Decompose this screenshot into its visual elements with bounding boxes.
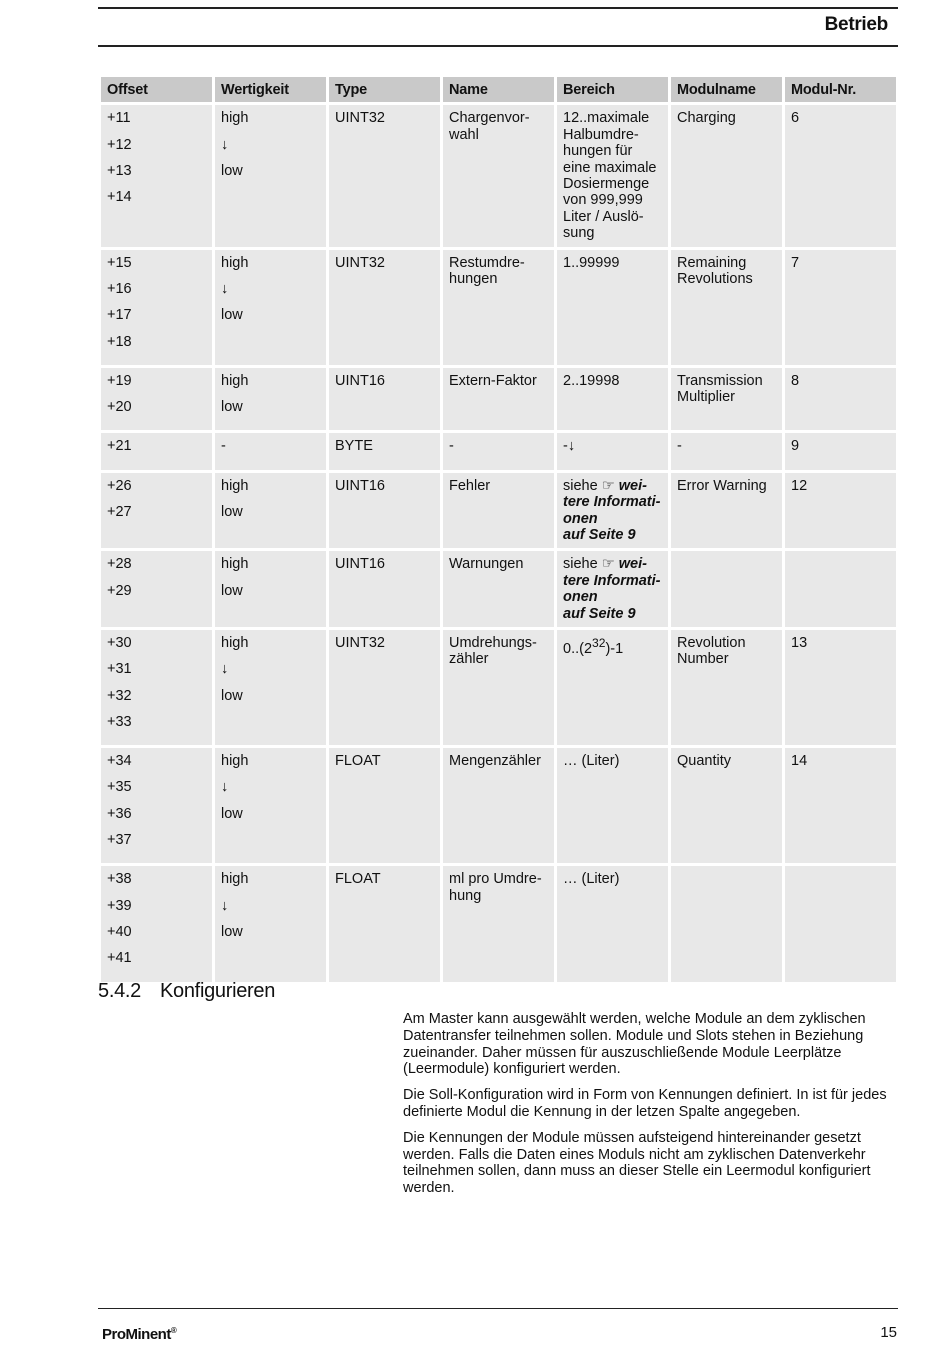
table-row: [101, 551, 896, 627]
name-cell: ml pro Umdre- hung: [443, 866, 554, 981]
weight-cell: high ↓ low: [215, 866, 326, 981]
module-name-cell: Transmission Multiplier: [671, 368, 782, 431]
table-row: [101, 473, 896, 549]
name-cell: -: [443, 433, 554, 469]
name-cell: Chargenvor- wahl: [443, 105, 554, 246]
range-cell: 2..19998: [557, 368, 668, 431]
module-number-cell: 9: [785, 433, 896, 469]
weight-cell: high low: [215, 368, 326, 431]
module-name-cell: -: [671, 433, 782, 469]
weight-cell: high ↓ low: [215, 630, 326, 745]
module-number-cell: 6: [785, 105, 896, 246]
name-cell: Mengenzähler: [443, 748, 554, 863]
module-number-cell: 7: [785, 250, 896, 365]
table-body: [101, 105, 896, 981]
offset-cell: +15 +16 +17 +18: [101, 250, 212, 365]
module-name-cell: Quantity: [671, 748, 782, 863]
page-number: 15: [880, 1324, 897, 1341]
table-row: [101, 105, 896, 246]
offset-cell: +28 +29: [101, 551, 212, 627]
table-row: [101, 433, 896, 469]
type-cell: UINT32: [329, 105, 440, 246]
column-header: Name: [443, 77, 554, 102]
table-row: [101, 250, 896, 365]
name-cell: Fehler: [443, 473, 554, 549]
section-heading: [98, 980, 275, 1003]
type-cell: UINT32: [329, 250, 440, 365]
module-number-cell: 14: [785, 748, 896, 863]
module-name-cell: Remaining Revolutions: [671, 250, 782, 365]
weight-cell: high ↓ low: [215, 748, 326, 863]
name-cell: Restumdre- hungen: [443, 250, 554, 365]
weight-cell: -: [215, 433, 326, 469]
offset-cell: +26 +27: [101, 473, 212, 549]
module-number-cell: 13: [785, 630, 896, 745]
register-table: [98, 74, 899, 985]
column-header: Modul-Nr.: [785, 77, 896, 102]
column-header: Offset: [101, 77, 212, 102]
range-cell: siehe ☞ wei- tere Informati- onen auf Seite 9: [557, 473, 668, 549]
footer-rule: [98, 1308, 898, 1309]
module-number-cell: 8: [785, 368, 896, 431]
top-rule: [98, 7, 898, 9]
column-header: Bereich: [557, 77, 668, 102]
range-cell: siehe ☞ wei- tere Informati- onen auf Seite 9: [557, 551, 668, 627]
name-cell: Umdrehungs- zähler: [443, 630, 554, 745]
range-cell: -↓: [557, 433, 668, 469]
logo-mark: ®: [170, 1326, 177, 1335]
section-title: Konfigurieren: [160, 980, 276, 1002]
type-cell: FLOAT: [329, 748, 440, 863]
type-cell: FLOAT: [329, 866, 440, 981]
table-row: [101, 368, 896, 431]
range-cell: $0..(2^{32})-1$: [557, 630, 668, 745]
weight-cell: high ↓ low: [215, 250, 326, 365]
table-row: [101, 866, 896, 981]
type-cell: UINT16: [329, 368, 440, 431]
range-cell: 1..99999: [557, 250, 668, 365]
column-header: Modulname: [671, 77, 782, 102]
section-header: Betrieb: [824, 14, 888, 35]
paragraph: Die Kennungen der Module müssen aufsteigend hintereinander gesetzt werden. Falls die Daten eines Moduls nicht am zyklischen Datenverkehr teilnehmen sollen, dann muss an dieser Stelle ein Leermodul konfiguriert werden.: [403, 1129, 871, 1197]
table-header-row: [101, 77, 896, 102]
column-header: Type: [329, 77, 440, 102]
module-name-cell: [671, 551, 782, 627]
module-number-cell: 12: [785, 473, 896, 549]
module-name-cell: Revolution Number: [671, 630, 782, 745]
name-cell: Warnungen: [443, 551, 554, 627]
offset-cell: +21: [101, 433, 212, 469]
offset-cell: +38 +39 +40 +41: [101, 866, 212, 981]
type-cell: BYTE: [329, 433, 440, 469]
weight-cell: high low: [215, 551, 326, 627]
module-number-cell: [785, 551, 896, 627]
offset-cell: +19 +20: [101, 368, 212, 431]
column-header: Wertigkeit: [215, 77, 326, 102]
type-cell: UINT32: [329, 630, 440, 745]
table-row: [101, 748, 896, 863]
type-cell: UINT16: [329, 551, 440, 627]
section-number: 5.4.2: [98, 980, 141, 1002]
paragraph: Am Master kann ausgewählt werden, welche Module an dem zyklischen Datentransfer teilnehmen sollen. Module und Slots stehen in Beziehung zueinander. Daher müssen für auszuschließende Module Leerplätze (Leermodule) konfiguriert werden.: [403, 1011, 866, 1078]
header-rule: [98, 45, 898, 47]
module-number-cell: [785, 866, 896, 981]
range-cell: … (Liter): [557, 866, 668, 981]
module-name-cell: Error Warning: [671, 473, 782, 549]
range-cell: 12..maximale Halbumdre- hungen für eine maximale Dosiermenge von 999,999 Liter / Auslö- sung: [557, 105, 668, 246]
module-name-cell: Charging: [671, 105, 782, 246]
table-row: [101, 630, 896, 745]
body-text: [403, 1011, 893, 1206]
logo-text: ProMinent: [102, 1326, 171, 1343]
weight-cell: high low: [215, 473, 326, 549]
range-cell: … (Liter): [557, 748, 668, 863]
paragraph: Die Soll-Konfiguration wird in Form von Kennungen definiert. In ist für jedes definierte Modul die Kennung in der letzen Spalte angegeben.: [403, 1087, 887, 1120]
weight-cell: high ↓ low: [215, 105, 326, 246]
name-cell: Extern-Faktor: [443, 368, 554, 431]
type-cell: UINT16: [329, 473, 440, 549]
offset-cell: +34 +35 +36 +37: [101, 748, 212, 863]
prominent-logo: [102, 1326, 176, 1343]
module-name-cell: [671, 866, 782, 981]
offset-cell: +30 +31 +32 +33: [101, 630, 212, 745]
offset-cell: +11 +12 +13 +14: [101, 105, 212, 246]
